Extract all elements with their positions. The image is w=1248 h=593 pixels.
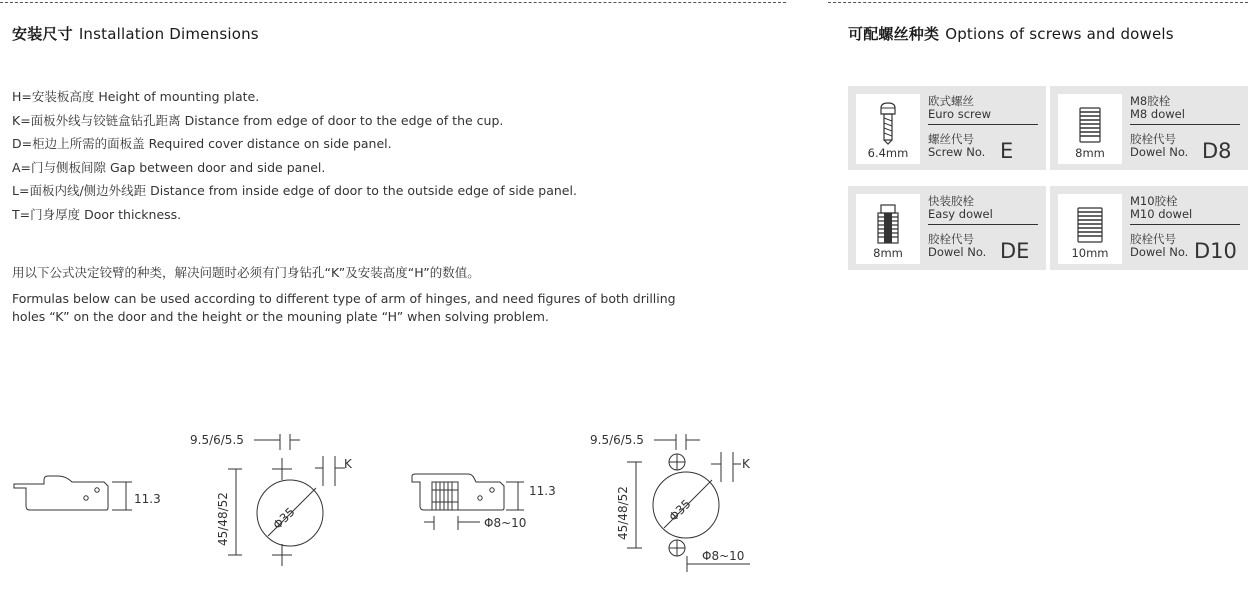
definition-h: H=安装板高度 Height of mounting plate. <box>12 89 260 104</box>
installation-dimensions-title <box>12 23 259 44</box>
name-cn: M10胶栓 <box>1130 194 1178 208</box>
code-label-block <box>928 233 986 259</box>
definition-k: K=面板外线与铰链盒钻孔距离 Distance from edge of door to the edge of the cup. <box>12 112 504 128</box>
title-en: Installation Dimensions <box>78 25 259 43</box>
icon-box <box>1058 194 1122 264</box>
size-label: 8mm <box>1075 146 1105 160</box>
size-label: 10mm <box>1071 246 1109 260</box>
icon-box <box>856 94 920 164</box>
name-block <box>1130 95 1185 121</box>
cup-front-view-screw <box>190 433 353 566</box>
dowel-diameter-label: Φ8~10 <box>484 516 527 530</box>
top-divider-left <box>0 2 786 3</box>
code-label-en: Dowel No. <box>1130 145 1189 159</box>
code-value: D8 <box>1202 139 1232 163</box>
divider <box>1130 124 1240 125</box>
formula-note-en: Formulas below can be used according to different type of arm of hinges, and need figures of both drilling holes “K” on the door and the height or the mouning plate “H” when solving problem. <box>12 291 676 324</box>
code-value: D10 <box>1194 239 1237 263</box>
code-label-block <box>1130 233 1188 259</box>
option-card-m8-dowel <box>1050 86 1248 170</box>
title-cn: 安装尺寸 <box>12 25 73 43</box>
name-block <box>1130 195 1192 221</box>
definition-l: L=面板内线/侧边外线距 Distance from inside edge of door to the outside edge of side panel. <box>12 183 577 199</box>
definitions-list <box>12 85 577 227</box>
title-cn: 可配螺丝种类 <box>848 25 940 43</box>
k-label: K <box>344 457 352 471</box>
name-en: M10 dowel <box>1130 207 1193 221</box>
code-label-cn: 胶栓代号 <box>1130 232 1176 246</box>
plate-side-view-screw <box>14 476 161 510</box>
cup-span-label: 45/48/52 <box>216 492 230 546</box>
cup-span-label: 45/48/52 <box>616 486 630 540</box>
divider <box>928 124 1038 125</box>
definition-t: T=门身厚度 Door thickness. <box>12 206 182 222</box>
screw-options-title <box>848 23 1174 44</box>
name-cn: 快装胶栓 <box>928 194 974 208</box>
code-label-en: Dowel No. <box>1130 245 1189 259</box>
installation-drawings <box>0 420 800 593</box>
cup-front-view-dowel <box>590 433 751 572</box>
cup-diameter-label: Φ35 <box>270 504 298 533</box>
name-block <box>928 95 991 121</box>
size-label: 8mm <box>873 246 903 260</box>
divider <box>1130 224 1240 225</box>
option-card-m10-dowel <box>1050 186 1248 270</box>
code-label-block <box>928 133 985 159</box>
name-en: Easy dowel <box>928 207 993 221</box>
plate-height-label: 11.3 <box>134 492 161 506</box>
plate-side-view-dowel <box>412 474 556 530</box>
top-divider-right <box>828 2 1248 3</box>
k-label: K <box>742 457 750 471</box>
code-value: E <box>1000 139 1014 163</box>
name-en: Euro screw <box>928 107 991 121</box>
screw-offset-label: 9.5/6/5.5 <box>590 433 644 447</box>
code-label-block <box>1130 133 1188 159</box>
name-cn: M8胶栓 <box>1130 94 1171 108</box>
code-value: DE <box>1000 239 1030 263</box>
code-label-cn: 螺丝代号 <box>928 132 974 146</box>
cup-diameter-label: Φ35 <box>666 496 694 525</box>
dowel-diameter-label: Φ8~10 <box>702 549 745 563</box>
code-label-cn: 胶栓代号 <box>928 232 974 246</box>
formula-note-cn: 用以下公式决定铰臂的种类，解决问题时必须有门身钻孔“K”及安装高度“H”的数值。 <box>12 265 480 280</box>
divider <box>928 224 1038 225</box>
plate-height-label: 11.3 <box>529 484 556 498</box>
size-label: 6.4mm <box>867 146 909 160</box>
definition-a: A=门与侧板间隙 Gap between door and side panel. <box>12 159 326 175</box>
name-cn: 欧式螺丝 <box>928 94 974 108</box>
definition-d: D=柜边上所需的面板盖 Required cover distance on side panel. <box>12 136 392 152</box>
icon-box <box>856 194 920 264</box>
code-label-en: Screw No. <box>928 145 986 159</box>
title-en: Options of screws and dowels <box>945 25 1174 43</box>
option-card-easy-dowel <box>848 186 1046 270</box>
code-label-en: Dowel No. <box>928 245 987 259</box>
name-en: M8 dowel <box>1130 107 1185 121</box>
icon-box <box>1058 94 1122 164</box>
name-block <box>928 195 993 221</box>
option-card-euro-screw <box>848 86 1046 170</box>
screw-offset-label: 9.5/6/5.5 <box>190 433 244 447</box>
code-label-cn: 胶栓代号 <box>1130 132 1176 146</box>
